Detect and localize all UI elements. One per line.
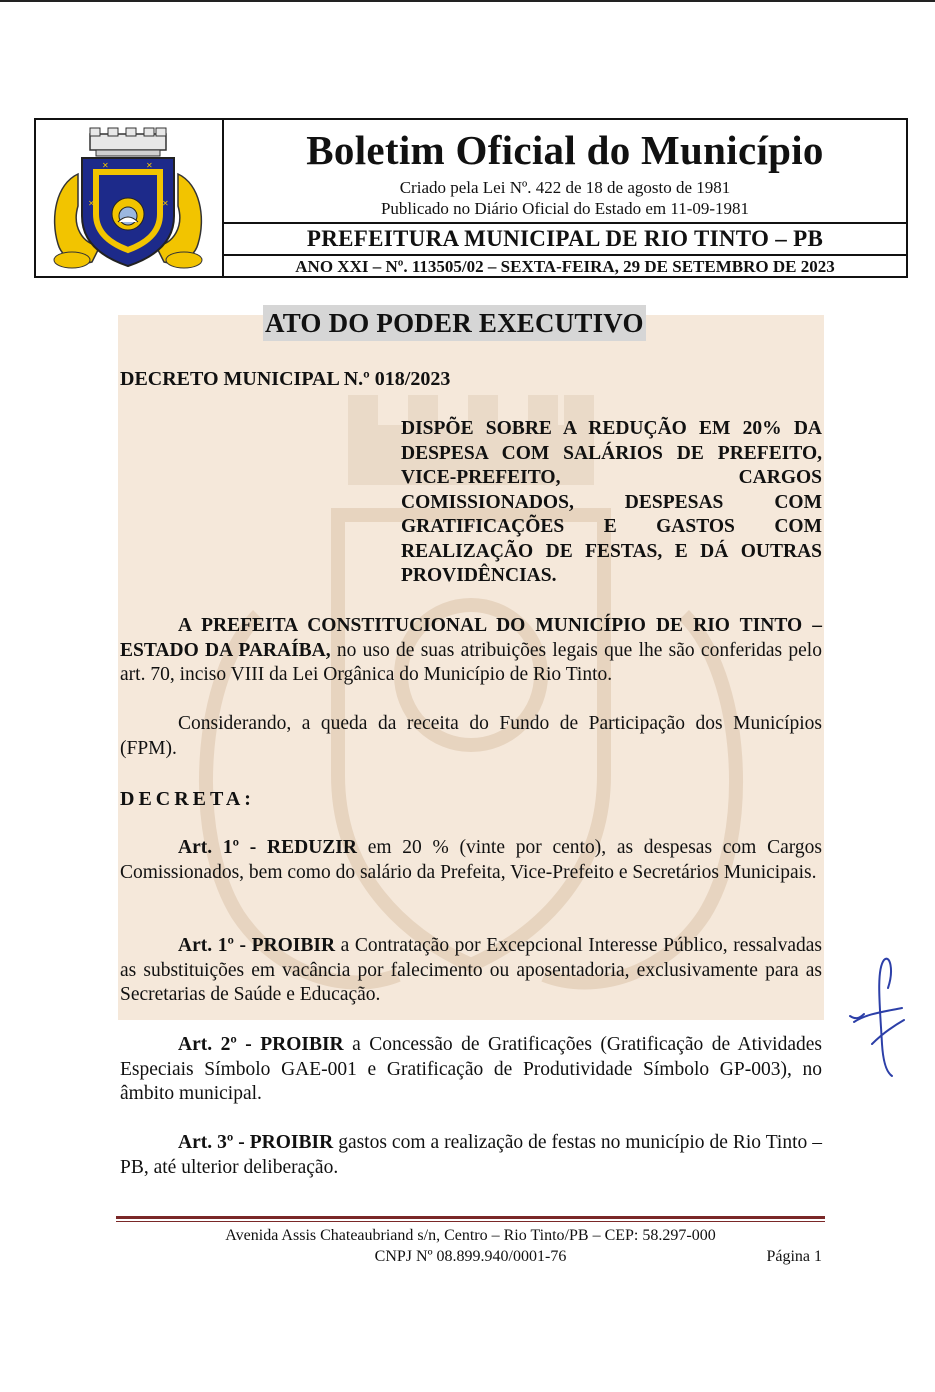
prefeitura-name: PREFEITURA MUNICIPAL DE RIO TINTO – PB bbox=[306, 226, 824, 251]
top-border bbox=[0, 0, 935, 2]
footer-cnpj: CNPJ Nº 08.899.940/0001-76 bbox=[374, 1248, 567, 1265]
section-title: ATO DO PODER EXECUTIVO bbox=[263, 305, 646, 341]
article-label: Art. 3º - bbox=[178, 1132, 250, 1153]
footer-address: Avenida Assis Chateaubriand s/n, Centro – Rio Tinto/PB – CEP: 58.297-000 bbox=[225, 1227, 716, 1244]
considering-paragraph: Considerando, a queda da receita do Fundo de Participação dos Municípios (FPM). bbox=[120, 713, 822, 759]
handwritten-signature-icon bbox=[846, 948, 912, 1080]
svg-text:✕: ✕ bbox=[162, 199, 169, 208]
article-text: em 20 % (vinte por cento), as despesas com Cargos Comissionados, bem como do salário da Prefeita, Vice-Prefeito e Secretários Municipais. bbox=[120, 837, 822, 883]
article-paragraph bbox=[120, 934, 822, 1008]
article-paragraph bbox=[120, 836, 822, 885]
coat-of-arms-icon bbox=[48, 126, 208, 274]
edition-line: ANO XXI – Nº. 113505/02 – SEXTA-FEIRA, 29 DE SETEMBRO DE 2023 bbox=[295, 257, 835, 276]
preamble-heading: A PREFEITA CONSTITUCIONAL DO MUNICÍPIO DE RIO TINTO – ESTADO DA PARAÍBA, bbox=[120, 615, 822, 661]
article-verb: PROIBIR bbox=[249, 1132, 334, 1153]
article-label: Art. 1º - bbox=[178, 837, 268, 858]
footer-rule bbox=[116, 1221, 825, 1222]
decree-summary: DISPÕE SOBRE A REDUÇÃO EM 20% DA DESPESA COM SALÁRIOS DE PREFEITO, VICE-PREFEITO, CARGOS COMISSIONADOS, DESPESAS COM GRATIFICAÇÕES E GASTOS COM REALIZAÇÃO DE FESTAS, E DÁ OUTRAS PROVIDÊNCIAS. bbox=[401, 418, 822, 586]
decreta-heading: DECRETA: bbox=[120, 788, 255, 810]
article-label: Art. 1º - bbox=[178, 935, 252, 956]
article-verb: PROIBIR bbox=[260, 1034, 344, 1055]
header-text-area bbox=[224, 120, 906, 276]
article-text: gastos com a realização de festas no município de Rio Tinto – PB, até ulterior deliberação. bbox=[120, 1132, 822, 1178]
article-text: a Contratação por Excepcional Interesse Público, ressalvadas as substituições em vacância por falecimento ou aposentadoria, exclusivamente para as Secretarias de Saúde e Educação. bbox=[120, 935, 822, 1005]
bulletin-title: Boletim Oficial do Município bbox=[306, 127, 824, 173]
creation-law: Criado pela Lei Nº. 422 de 18 de agosto de 1981 bbox=[399, 178, 731, 197]
header-divider bbox=[224, 254, 906, 256]
article-verb: REDUZIR bbox=[267, 837, 357, 858]
header-divider bbox=[224, 222, 906, 224]
article-paragraph bbox=[120, 1131, 822, 1180]
decree-number: DECRETO MUNICIPAL N.º 018/2023 bbox=[120, 368, 451, 390]
article-verb: PROIBIR bbox=[251, 935, 336, 956]
article-text: a Concessão de Gratificações (Gratificação de Atividades Especiais Símbolo GAE-001 e Gratificação de Produtividade Símbolo GP-003), no âmbito municipal. bbox=[120, 1034, 822, 1104]
svg-text:✕: ✕ bbox=[146, 161, 153, 170]
crest-cell bbox=[36, 120, 224, 276]
article-paragraph bbox=[120, 1033, 822, 1107]
footer-rule bbox=[116, 1216, 825, 1219]
svg-text:✕: ✕ bbox=[102, 161, 109, 170]
svg-text:✕: ✕ bbox=[88, 199, 95, 208]
article-label: Art. 2º - bbox=[178, 1034, 261, 1055]
preamble-paragraph bbox=[120, 614, 822, 688]
preamble-text: no uso de suas atribuições legais que lhe são conferidas pelo art. 70, inciso VIII da Lei Orgânica do Município de Rio Tinto. bbox=[120, 639, 822, 685]
bulletin-header bbox=[34, 118, 908, 278]
publication-note: Publicado no Diário Oficial do Estado em 11-09-1981 bbox=[380, 199, 750, 218]
page-number: Página 1 bbox=[766, 1248, 822, 1265]
